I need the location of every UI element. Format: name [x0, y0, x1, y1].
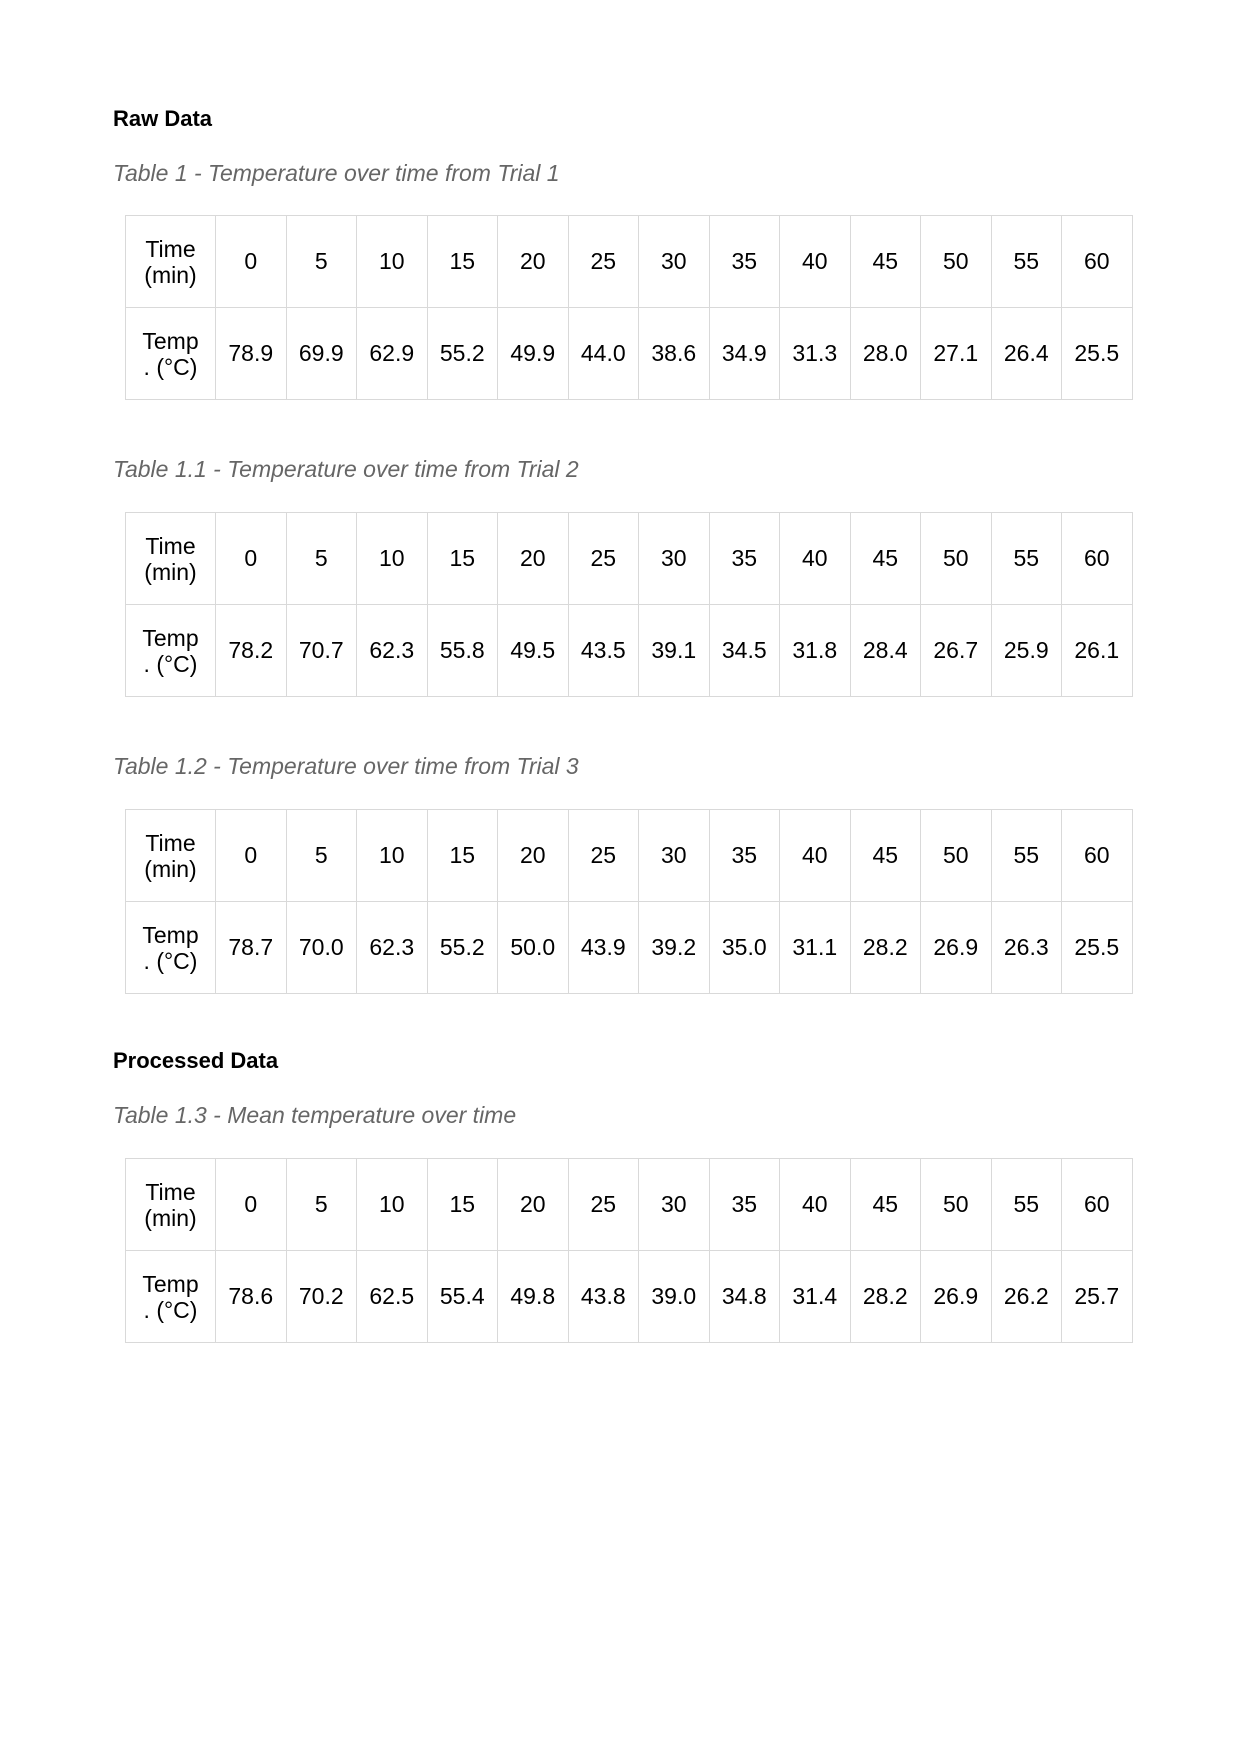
- time-cell: 40: [780, 810, 851, 902]
- temp-cell: 62.3: [357, 605, 428, 697]
- table-1-3-caption: Table 1.3 - Mean temperature over time: [113, 1102, 517, 1128]
- temp-cell: 55.8: [427, 605, 498, 697]
- time-cell: 5: [286, 1159, 357, 1251]
- table-1-2: [125, 809, 1133, 994]
- time-cell: 60: [1062, 1159, 1133, 1251]
- time-cell: 35: [709, 513, 780, 605]
- temp-cell: 50.0: [498, 902, 569, 994]
- time-cell: 20: [498, 513, 569, 605]
- time-cell: 30: [639, 216, 710, 308]
- time-cell: 10: [357, 513, 428, 605]
- temp-row: [126, 605, 1133, 697]
- time-cell: 5: [286, 810, 357, 902]
- table-1-1: [125, 512, 1133, 697]
- temp-cell: 49.9: [498, 308, 569, 400]
- temp-row: [126, 1251, 1133, 1343]
- processed-data-heading: Processed Data: [113, 1048, 279, 1073]
- time-cell: 40: [780, 216, 851, 308]
- temp-cell: 34.9: [709, 308, 780, 400]
- time-cell: 45: [850, 216, 921, 308]
- time-cell: 15: [427, 513, 498, 605]
- time-cell: 35: [709, 1159, 780, 1251]
- time-cell: 30: [639, 1159, 710, 1251]
- time-row: [126, 1159, 1133, 1251]
- temp-cell: 31.3: [780, 308, 851, 400]
- table-1-caption: Table 1 - Temperature over time from Trial 1: [113, 160, 560, 186]
- temp-cell: 62.5: [357, 1251, 428, 1343]
- temp-cell: 70.7: [286, 605, 357, 697]
- time-cell: 60: [1062, 513, 1133, 605]
- temp-row-label: Temp . (°C): [126, 902, 216, 994]
- temp-row: [126, 308, 1133, 400]
- temp-cell: 34.5: [709, 605, 780, 697]
- temp-cell: 25.5: [1062, 902, 1133, 994]
- time-cell: 30: [639, 513, 710, 605]
- temp-cell: 70.0: [286, 902, 357, 994]
- temp-cell: 78.7: [216, 902, 287, 994]
- time-cell: 0: [216, 513, 287, 605]
- temp-cell: 26.2: [991, 1251, 1062, 1343]
- temp-cell: 43.9: [568, 902, 639, 994]
- temp-cell: 70.2: [286, 1251, 357, 1343]
- time-cell: 50: [921, 1159, 992, 1251]
- time-cell: 45: [850, 513, 921, 605]
- temp-cell: 25.5: [1062, 308, 1133, 400]
- temp-cell: 28.4: [850, 605, 921, 697]
- temp-cell: 44.0: [568, 308, 639, 400]
- temp-row: [126, 902, 1133, 994]
- time-cell: 50: [921, 513, 992, 605]
- time-cell: 55: [991, 1159, 1062, 1251]
- time-cell: 5: [286, 513, 357, 605]
- time-cell: 20: [498, 1159, 569, 1251]
- time-row: [126, 513, 1133, 605]
- temp-cell: 49.5: [498, 605, 569, 697]
- time-row-label: Time (min): [126, 810, 216, 902]
- time-cell: 25: [568, 810, 639, 902]
- temp-cell: 69.9: [286, 308, 357, 400]
- time-cell: 0: [216, 810, 287, 902]
- time-cell: 50: [921, 810, 992, 902]
- time-cell: 5: [286, 216, 357, 308]
- temp-cell: 25.9: [991, 605, 1062, 697]
- temp-cell: 39.2: [639, 902, 710, 994]
- temp-cell: 39.0: [639, 1251, 710, 1343]
- time-cell: 50: [921, 216, 992, 308]
- temp-cell: 31.1: [780, 902, 851, 994]
- time-cell: 55: [991, 513, 1062, 605]
- time-cell: 45: [850, 810, 921, 902]
- time-cell: 15: [427, 1159, 498, 1251]
- temp-cell: 25.7: [1062, 1251, 1133, 1343]
- temp-cell: 35.0: [709, 902, 780, 994]
- time-cell: 40: [780, 1159, 851, 1251]
- temp-row-label: Temp . (°C): [126, 308, 216, 400]
- time-cell: 60: [1062, 216, 1133, 308]
- time-cell: 0: [216, 1159, 287, 1251]
- time-cell: 0: [216, 216, 287, 308]
- time-cell: 25: [568, 513, 639, 605]
- time-cell: 30: [639, 810, 710, 902]
- temp-row-label: Temp . (°C): [126, 605, 216, 697]
- temp-cell: 78.9: [216, 308, 287, 400]
- temp-cell: 55.2: [427, 902, 498, 994]
- temp-row-label: Temp . (°C): [126, 1251, 216, 1343]
- temp-cell: 31.8: [780, 605, 851, 697]
- temp-cell: 28.2: [850, 1251, 921, 1343]
- temp-cell: 62.9: [357, 308, 428, 400]
- temp-cell: 43.5: [568, 605, 639, 697]
- temp-cell: 78.6: [216, 1251, 287, 1343]
- temp-cell: 26.3: [991, 902, 1062, 994]
- time-cell: 15: [427, 810, 498, 902]
- temp-cell: 49.8: [498, 1251, 569, 1343]
- time-cell: 20: [498, 810, 569, 902]
- temp-cell: 78.2: [216, 605, 287, 697]
- table-1-3: [125, 1158, 1133, 1343]
- temp-cell: 39.1: [639, 605, 710, 697]
- time-row-label: Time (min): [126, 1159, 216, 1251]
- time-cell: 25: [568, 216, 639, 308]
- temp-cell: 27.1: [921, 308, 992, 400]
- temp-cell: 28.0: [850, 308, 921, 400]
- temp-cell: 26.7: [921, 605, 992, 697]
- time-cell: 10: [357, 810, 428, 902]
- temp-cell: 31.4: [780, 1251, 851, 1343]
- temp-cell: 62.3: [357, 902, 428, 994]
- temp-cell: 26.4: [991, 308, 1062, 400]
- temp-cell: 55.2: [427, 308, 498, 400]
- time-cell: 55: [991, 216, 1062, 308]
- temp-cell: 43.8: [568, 1251, 639, 1343]
- temp-cell: 26.9: [921, 902, 992, 994]
- time-cell: 35: [709, 216, 780, 308]
- time-cell: 20: [498, 216, 569, 308]
- temp-cell: 34.8: [709, 1251, 780, 1343]
- time-row: [126, 216, 1133, 308]
- time-cell: 45: [850, 1159, 921, 1251]
- time-row-label: Time (min): [126, 513, 216, 605]
- time-cell: 10: [357, 1159, 428, 1251]
- time-cell: 10: [357, 216, 428, 308]
- temp-cell: 26.9: [921, 1251, 992, 1343]
- table-1-1-caption: Table 1.1 - Temperature over time from Trial 2: [113, 456, 579, 482]
- temp-cell: 28.2: [850, 902, 921, 994]
- time-row-label: Time (min): [126, 216, 216, 308]
- table-1-2-caption: Table 1.2 - Temperature over time from Trial 3: [113, 753, 579, 779]
- raw-data-heading: Raw Data: [113, 106, 213, 131]
- time-cell: 40: [780, 513, 851, 605]
- temp-cell: 38.6: [639, 308, 710, 400]
- table-1: [125, 215, 1133, 400]
- temp-cell: 26.1: [1062, 605, 1133, 697]
- time-cell: 25: [568, 1159, 639, 1251]
- temp-cell: 55.4: [427, 1251, 498, 1343]
- time-cell: 60: [1062, 810, 1133, 902]
- time-cell: 35: [709, 810, 780, 902]
- time-cell: 15: [427, 216, 498, 308]
- time-row: [126, 810, 1133, 902]
- time-cell: 55: [991, 810, 1062, 902]
